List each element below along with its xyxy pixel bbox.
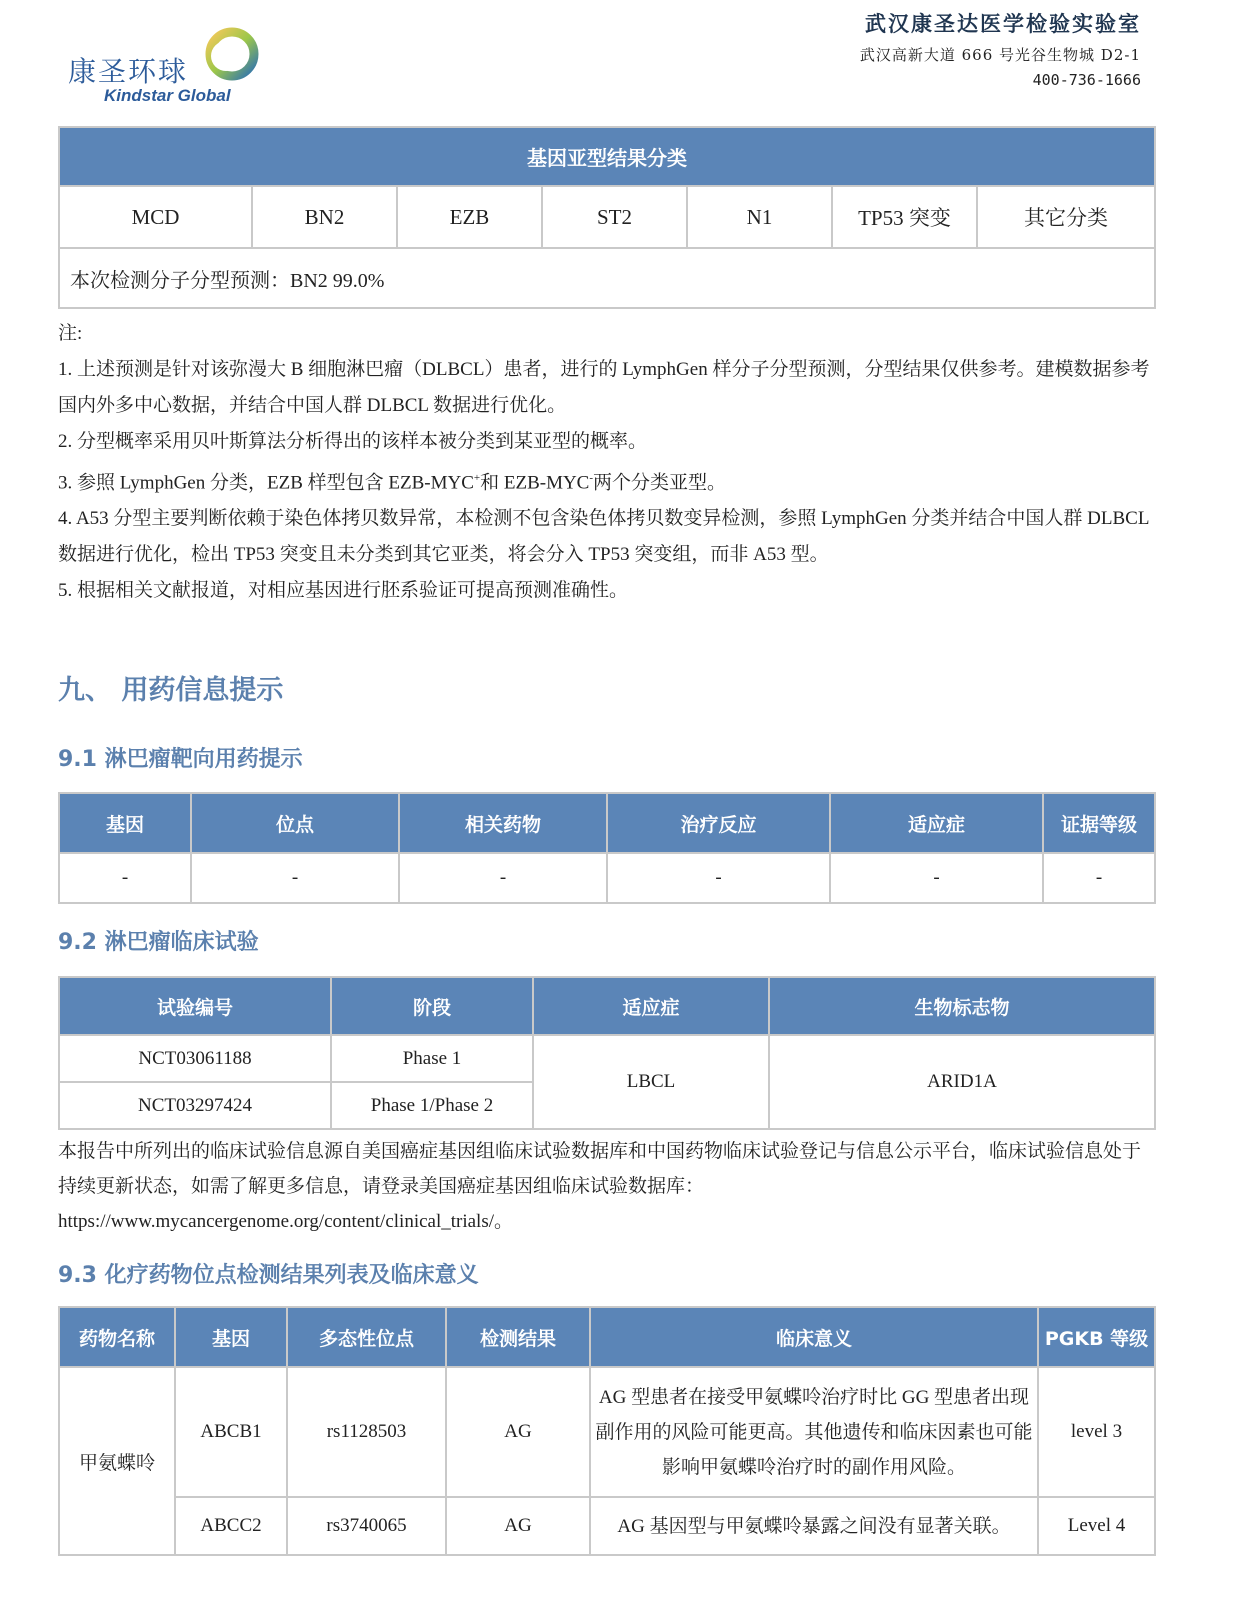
column-header: 检测结果: [446, 1307, 590, 1367]
logo-chinese-text: 康圣环球: [68, 55, 189, 88]
note-item: 4. A53 分型主要判断依赖于染色体拷贝数异常，本检测不包含染色体拷贝数变异检测，参照 LymphGen 分类并结合中国人群 DLBCL 数据进行优化，检出 TP53 突变且未分类到其它亚类，将会分入 TP53 突变组，而非 A53 型。: [58, 508, 1149, 566]
column-header: 生物标志物: [769, 977, 1155, 1035]
gene-cell: ABCC2: [175, 1497, 287, 1555]
category-cell: BN2: [252, 186, 397, 248]
subtype-table-title: 基因亚型结果分类: [59, 127, 1155, 186]
logo-english-text: Kindstar Global: [104, 86, 231, 105]
column-header: 基因: [59, 793, 191, 853]
category-cell: TP53 突变: [832, 186, 977, 248]
kindstar-logo: [68, 18, 278, 110]
drug-name: 甲氨蝶呤: [59, 1367, 175, 1555]
category-cell: EZB: [397, 186, 542, 248]
category-cell: MCD: [59, 186, 252, 248]
lab-name: 武汉康圣达医学检验实验室: [865, 11, 1141, 36]
site-cell: rs1128503: [287, 1367, 446, 1497]
subtype-category-row: [59, 186, 1155, 248]
result-cell: AG: [446, 1367, 590, 1497]
section-9-3-heading: 9.3 化疗药物位点检测结果列表及临床意义: [58, 1263, 479, 1288]
subtype-table: [58, 126, 1156, 309]
note-3-part-b: 和 EZB-MYC: [480, 472, 590, 494]
section-9-heading: 九、 用药信息提示: [58, 675, 284, 706]
trial-id: NCT03061188: [59, 1035, 331, 1082]
notes-section: [58, 316, 1158, 609]
note-3-part-c: 两个分类亚型。: [593, 472, 727, 494]
subtype-prediction: 本次检测分子分型预测：BN2 99.0%: [59, 248, 1155, 308]
trial-biomarker: ARID1A: [769, 1035, 1155, 1129]
table-cell: -: [830, 853, 1043, 903]
category-cell: N1: [687, 186, 832, 248]
clinical-meaning-cell: AG 型患者在接受甲氨蝶呤治疗时比 GG 型患者出现副作用的风险可能更高。其他遗传和临床因素也可能影响甲氨蝶呤治疗时的副作用风险。: [590, 1367, 1038, 1497]
column-header: 位点: [191, 793, 399, 853]
column-header: 阶段: [331, 977, 533, 1035]
chemo-drug-table: [58, 1306, 1156, 1556]
targeted-drug-table: [58, 792, 1156, 904]
category-cell: 其它分类: [977, 186, 1155, 248]
mycancergenome-link[interactable]: https://www.mycancergenome.org/content/clinical_trials/。: [58, 1211, 514, 1232]
table-cell: -: [1043, 853, 1155, 903]
site-cell: rs3740065: [287, 1497, 446, 1555]
table-cell: -: [191, 853, 399, 903]
table-row: [59, 1367, 1155, 1497]
trial-id: NCT03297424: [59, 1082, 331, 1129]
table-cell: -: [607, 853, 830, 903]
table-row: [59, 1497, 1155, 1555]
superscript-minus: -: [589, 472, 594, 484]
category-cell: ST2: [542, 186, 687, 248]
column-header: 适应症: [533, 977, 769, 1035]
column-header: 多态性位点: [287, 1307, 446, 1367]
pgkb-level-cell: Level 4: [1038, 1497, 1155, 1555]
note-item-3: [58, 460, 1158, 501]
table-row: [59, 853, 1155, 903]
pgkb-level-cell: level 3: [1038, 1367, 1155, 1497]
lab-address: 武汉高新大道 666 号光谷生物城 D2-1: [859, 46, 1141, 64]
disclaimer-text: 本报告中所列出的临床试验信息源自美国癌症基因组临床试验数据库和中国药物临床试验登记与信息公示平台，临床试验信息处于持续更新状态，如需了解更多信息，请登录美国癌症基因组临床试验数据库：: [58, 1141, 1142, 1197]
lab-phone: 400-736-1666: [1032, 71, 1141, 89]
clinical-trial-disclaimer: [58, 1134, 1158, 1239]
column-header: 适应症: [830, 793, 1043, 853]
clinical-meaning-cell: AG 基因型与甲氨蝶呤暴露之间没有显著关联。: [590, 1497, 1038, 1555]
result-cell: AG: [446, 1497, 590, 1555]
column-header: 相关药物: [399, 793, 607, 853]
trial-phase: Phase 1/Phase 2: [331, 1082, 533, 1129]
column-header: 试验编号: [59, 977, 331, 1035]
superscript-plus: +: [473, 472, 481, 484]
table-row: [59, 1035, 1155, 1082]
column-header: PGKB 等级: [1038, 1307, 1155, 1367]
column-header: 治疗反应: [607, 793, 830, 853]
page-header: [0, 0, 1236, 120]
table-cell: -: [399, 853, 607, 903]
column-header: 药物名称: [59, 1307, 175, 1367]
trial-indication: LBCL: [533, 1035, 769, 1129]
note-item: 1. 上述预测是针对该弥漫大 B 细胞淋巴瘤（DLBCL）患者，进行的 LymphGen 样分子分型预测，分型结果仅供参考。建模数据参考国内外多中心数据，并结合中国人群 DLBCL 数据进行优化。: [58, 359, 1150, 416]
note-item: 5. 根据相关文献报道，对相应基因进行胚系验证可提高预测准确性。: [58, 580, 629, 602]
table-cell: -: [59, 853, 191, 903]
globe-ring-icon: [202, 24, 262, 84]
table-header-row: [59, 977, 1155, 1035]
table-header-row: [59, 793, 1155, 853]
lab-info: [860, 8, 1141, 89]
section-9-1-heading: 9.1 淋巴瘤靶向用药提示: [58, 747, 303, 772]
note-3-part-a: 3. 参照 LymphGen 分类，EZB 样型包含 EZB-MYC: [58, 472, 474, 494]
column-header: 证据等级: [1043, 793, 1155, 853]
notes-title: 注:: [58, 323, 83, 344]
table-header-row: [59, 1307, 1155, 1367]
clinical-trial-table: [58, 976, 1156, 1130]
gene-cell: ABCB1: [175, 1367, 287, 1497]
note-item: 2. 分型概率采用贝叶斯算法分析得出的该样本被分类到某亚型的概率。: [58, 431, 648, 452]
section-9-2-heading: 9.2 淋巴瘤临床试验: [58, 930, 259, 955]
trial-phase: Phase 1: [331, 1035, 533, 1082]
column-header: 基因: [175, 1307, 287, 1367]
column-header: 临床意义: [590, 1307, 1038, 1367]
